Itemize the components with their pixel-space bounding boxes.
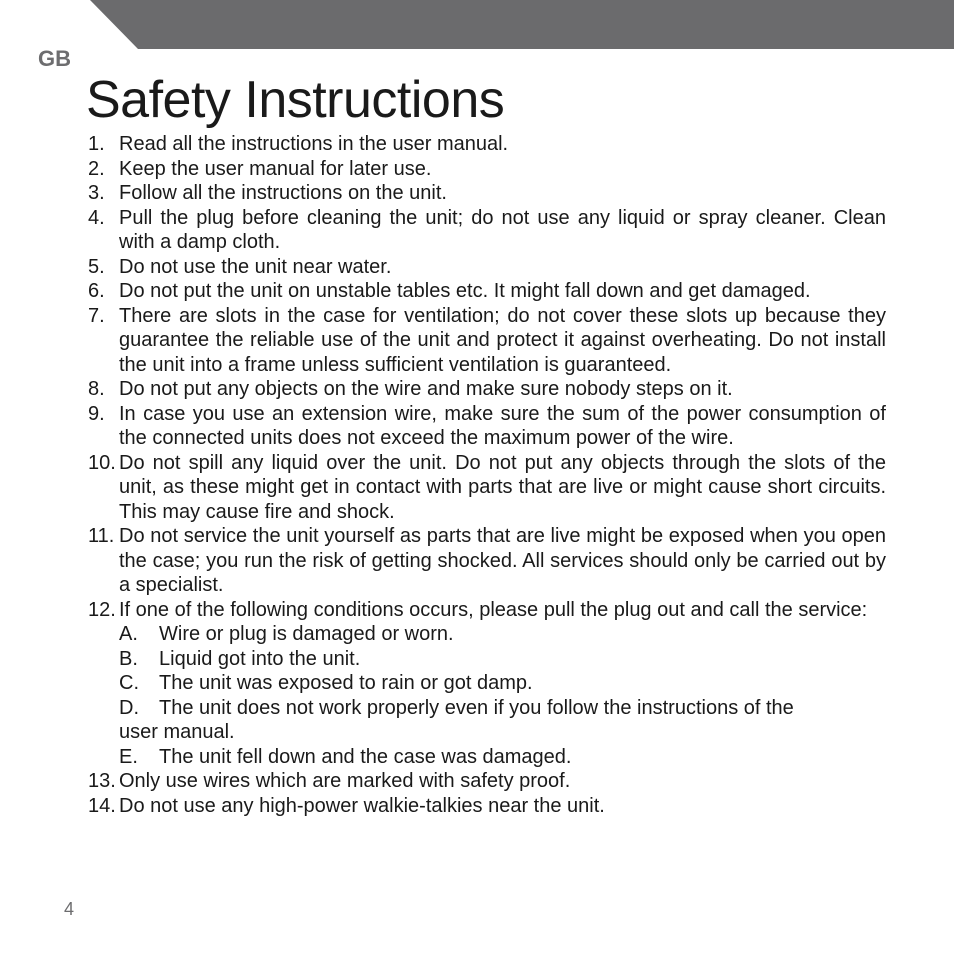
list-item <box>88 157 886 182</box>
list-item <box>88 769 886 794</box>
list-item <box>88 255 886 280</box>
header-banner <box>90 0 954 49</box>
sub-item-letter: A. <box>119 623 138 645</box>
item-number: 3. <box>88 182 105 204</box>
instructions-list <box>88 132 886 818</box>
item-number: 14. <box>88 794 116 817</box>
item-number: 5. <box>88 255 105 278</box>
item-number: 13. <box>88 770 116 792</box>
sub-list-item <box>119 745 886 770</box>
sub-list-item <box>119 647 886 672</box>
list-item <box>88 132 886 157</box>
sub-list-item <box>119 696 886 721</box>
list-item <box>88 451 886 525</box>
item-number: 4. <box>88 206 105 229</box>
item-text: Do not service the unit yourself as parts that are live might be exposed when you open the case; you run the risk of getting shocked. All services should only be carried out by a specialist. <box>119 525 886 596</box>
item-text: Follow all the instructions on the unit. <box>119 182 447 204</box>
item-number: 12. <box>88 598 116 621</box>
list-item <box>88 794 886 819</box>
list-item <box>88 304 886 378</box>
item-text: Only use wires which are marked with safety proof. <box>119 770 571 792</box>
item-number: 1. <box>88 133 105 155</box>
sub-item-text: Liquid got into the unit. <box>159 647 361 670</box>
item-number: 10. <box>88 451 116 474</box>
sub-item-text: The unit was exposed to rain or got damp. <box>159 672 533 694</box>
page-number: 4 <box>64 899 75 919</box>
sub-item-letter: B. <box>119 647 138 670</box>
list-item <box>88 181 886 206</box>
item-number: 9. <box>88 402 105 425</box>
item-text: Keep the user manual for later use. <box>119 157 432 180</box>
sub-item-text: Wire or plug is damaged or worn. <box>159 623 454 645</box>
item-number: 8. <box>88 378 105 400</box>
item-text: Do not use any high-power walkie-talkies near the unit. <box>119 794 605 817</box>
list-item <box>88 206 886 255</box>
item-number: 6. <box>88 280 105 302</box>
list-item <box>88 524 886 598</box>
item-text: Pull the plug before cleaning the unit; do not use any liquid or spray cleaner. Clean with a damp cloth. <box>119 206 886 253</box>
sub-item-letter: D. <box>119 696 139 719</box>
sub-item-letter: E. <box>119 745 138 768</box>
item-text: Read all the instructions in the user manual. <box>119 133 509 155</box>
sub-item-text: The unit does not work properly even if you follow the instructions of the <box>159 696 794 719</box>
item-number: 11. <box>88 525 115 547</box>
item-text: Do not spill any liquid over the unit. Do not put any objects through the slots of the unit, as these might get in contact with parts that are live or might cause short circuits. This may cause fire and shock. <box>119 451 886 523</box>
item-text: If one of the following conditions occurs, please pull the plug out and call the service: <box>119 598 868 621</box>
language-tag: GB <box>38 46 71 71</box>
list-item <box>88 279 886 304</box>
list-item <box>88 598 886 623</box>
sub-item-text: The unit fell down and the case was damaged. <box>159 745 572 768</box>
item-number: 2. <box>88 157 105 180</box>
sub-list-item <box>119 671 886 696</box>
page-title: Safety Instructions <box>86 71 505 129</box>
item-text: Do not put the unit on unstable tables etc. It might fall down and get damaged. <box>119 280 811 302</box>
sub-list <box>119 622 886 769</box>
item-text: There are slots in the case for ventilation; do not cover these slots up because they guarantee the reliable use of the unit and protect it against overheating. Do not install the unit into a frame unless sufficient ventilation is guaranteed. <box>119 304 886 376</box>
list-item <box>88 402 886 451</box>
item-text: Do not put any objects on the wire and make sure nobody steps on it. <box>119 378 733 400</box>
sub-item-letter: C. <box>119 672 139 694</box>
sub-item-continuation: user manual. <box>119 721 235 743</box>
list-item <box>88 377 886 402</box>
item-text: In case you use an extension wire, make sure the sum of the power consumption of the connected units does not exceed the maximum power of the wire. <box>119 402 886 449</box>
item-text: Do not use the unit near water. <box>119 255 392 278</box>
sub-list-item <box>119 622 886 647</box>
item-number: 7. <box>88 304 105 327</box>
